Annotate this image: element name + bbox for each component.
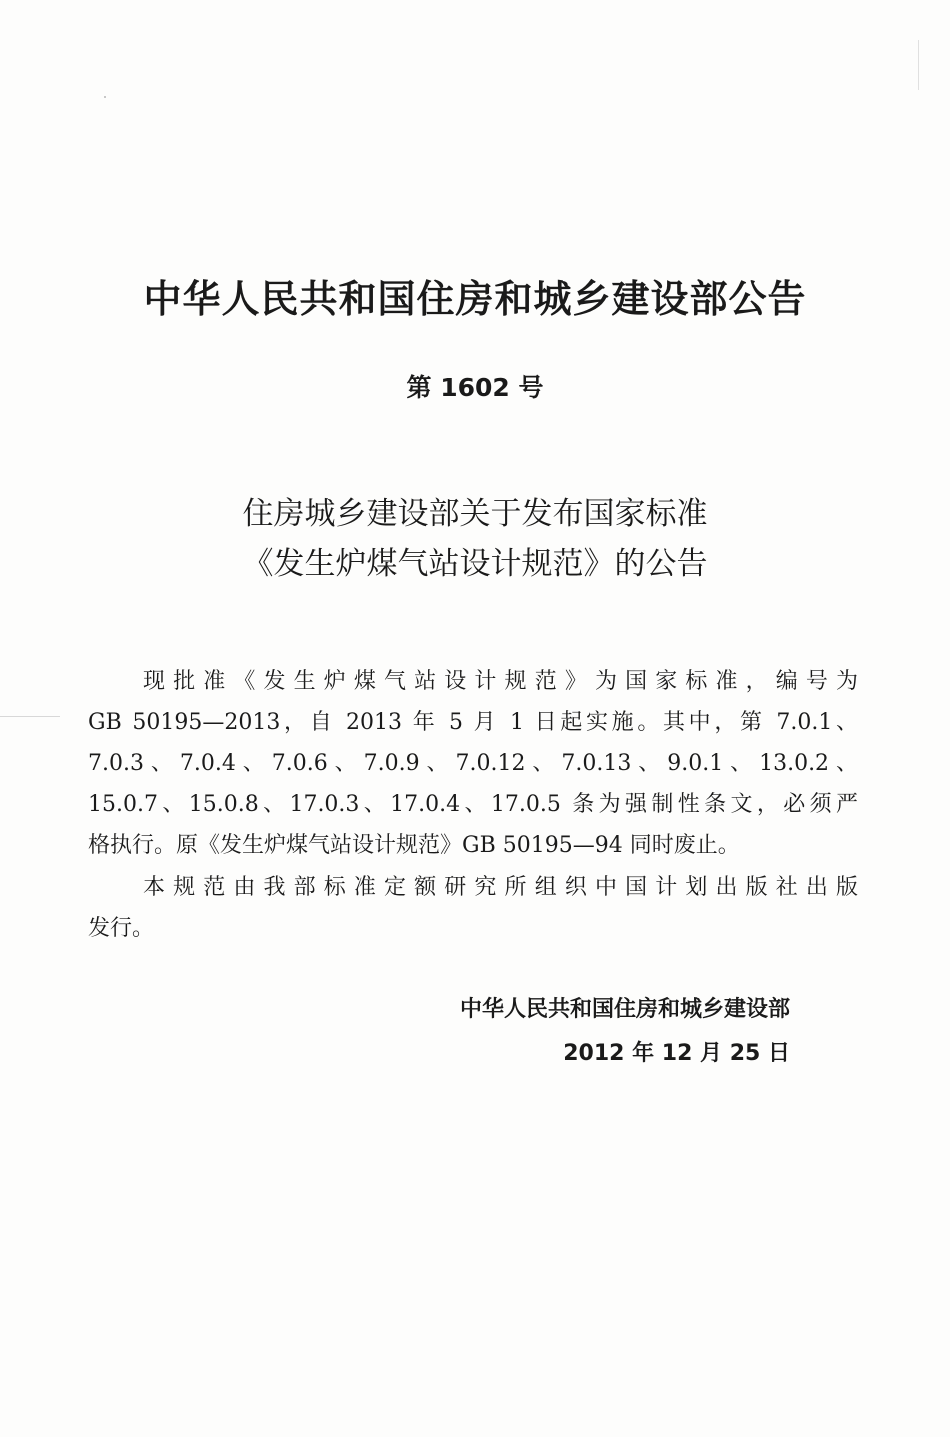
announcement-number: 第 1602 号 — [406, 373, 544, 402]
issue-date: 2012 年 12 月 25 日 — [563, 1041, 790, 1066]
scan-edge-mark-right — [918, 40, 919, 90]
body-paragraph-1-line-4: 15.0.7、15.0.8、17.0.3、17.0.4、17.0.5 条为强制性条文，必须严 — [88, 792, 858, 817]
body-paragraph-1-line-5: 格执行。原《发生炉煤气站设计规范》GB 50195—94 同时废止。 — [88, 833, 740, 858]
scan-speck — [104, 96, 106, 98]
subtitle-line-1: 住房城乡建设部关于发布国家标准 — [242, 496, 708, 532]
scan-edge-mark — [0, 716, 60, 717]
issuer-title: 中华人民共和国住房和城乡建设部公告 — [143, 277, 807, 321]
body-paragraph-2-line-1: 本规范由我部标准定额研究所组织中国计划出版社出版 — [143, 875, 858, 900]
body-paragraph-1-line-2: GB 50195—2013，自 2013 年 5 月 1 日起实施。其中，第 7.0.1、 — [88, 710, 858, 735]
body-paragraph-2-line-2: 发行。 — [88, 916, 155, 941]
body-paragraph-1-line-3: 7.0.3、7.0.4、7.0.6、7.0.9、7.0.12、7.0.13、9.0.1、13.0.2、 — [88, 751, 858, 776]
subtitle-line-2: 《发生炉煤气站设计规范》的公告 — [242, 546, 708, 582]
body-paragraph-1-line-1: 现批准《发生炉煤气站设计规范》为国家标准，编号为 — [143, 669, 858, 694]
signer: 中华人民共和国住房和城乡建设部 — [459, 997, 790, 1022]
